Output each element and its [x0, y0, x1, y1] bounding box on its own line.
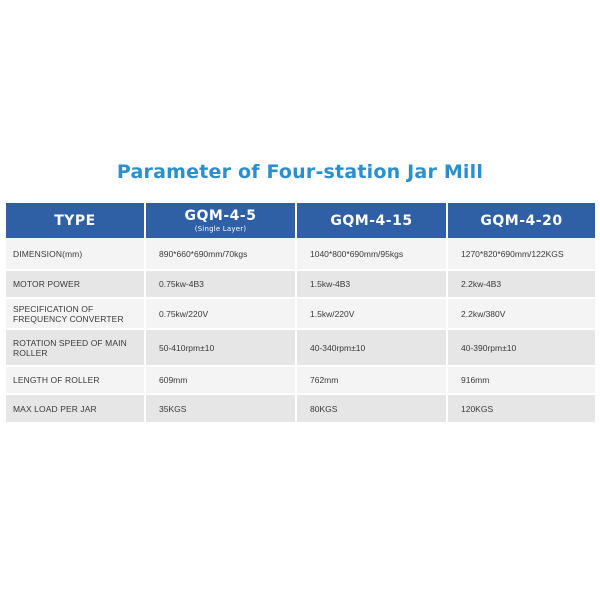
table-row: [6, 395, 595, 424]
parameter-table: [6, 203, 595, 424]
row-label: MOTOR POWER: [13, 279, 81, 289]
row-label: ROTATION SPEED OF MAIN ROLLER: [13, 337, 127, 358]
cell-value: 80KGS: [295, 395, 446, 422]
table-row: [6, 330, 595, 367]
row-label: SPECIFICATION OF FREQUENCY CONVERTER: [13, 303, 124, 324]
header-type-label: TYPE: [54, 212, 96, 229]
cell-value: 50-410rpm±10: [144, 330, 295, 365]
cell-value: 0.75kw-4B3: [144, 271, 295, 297]
table-header: [6, 203, 595, 238]
table-row: [6, 271, 595, 299]
cell-value: 40-340rpm±10: [295, 330, 446, 365]
cell-value: 35KGS: [144, 395, 295, 422]
cell-value: 1.5kw-4B3: [295, 271, 446, 297]
cell-value: 890*660*690mm/70kgs: [144, 238, 295, 269]
cell-value: 40-390rpm±10: [446, 330, 595, 365]
header-model: [446, 203, 595, 238]
row-label: DIMENSION(mm): [13, 248, 83, 259]
header-model-sub: (Single Layer): [194, 225, 247, 233]
cell-value: 916mm: [446, 367, 595, 393]
cell-value: 762mm: [295, 367, 446, 393]
table-row: [6, 238, 595, 271]
cell-value: 2.2kw/380V: [446, 299, 595, 328]
header-model: [295, 203, 446, 238]
table-row: [6, 299, 595, 330]
cell-value: 1270*820*690mm/122KGS: [446, 238, 595, 269]
table-row: [6, 367, 595, 395]
header-model-name: GQM-4-20: [480, 212, 563, 229]
cell-value: 0.75kw/220V: [144, 299, 295, 328]
row-label: LENGTH OF ROLLER: [13, 375, 100, 385]
cell-value: 2.2kw-4B3: [446, 271, 595, 297]
cell-value: 1.5kw/220V: [295, 299, 446, 328]
header-type: [6, 203, 144, 238]
cell-value: 609mm: [144, 367, 295, 393]
header-model-name: GQM-4-15: [330, 212, 413, 229]
cell-value: 120KGS: [446, 395, 595, 422]
row-label: MAX LOAD PER JAR: [13, 403, 97, 414]
cell-value: 1040*800*690mm/95kgs: [295, 238, 446, 269]
page-title: Parameter of Four-station Jar Mill: [116, 161, 484, 183]
header-model-name: GQM-4-5: [184, 208, 257, 224]
header-model: [144, 203, 295, 238]
